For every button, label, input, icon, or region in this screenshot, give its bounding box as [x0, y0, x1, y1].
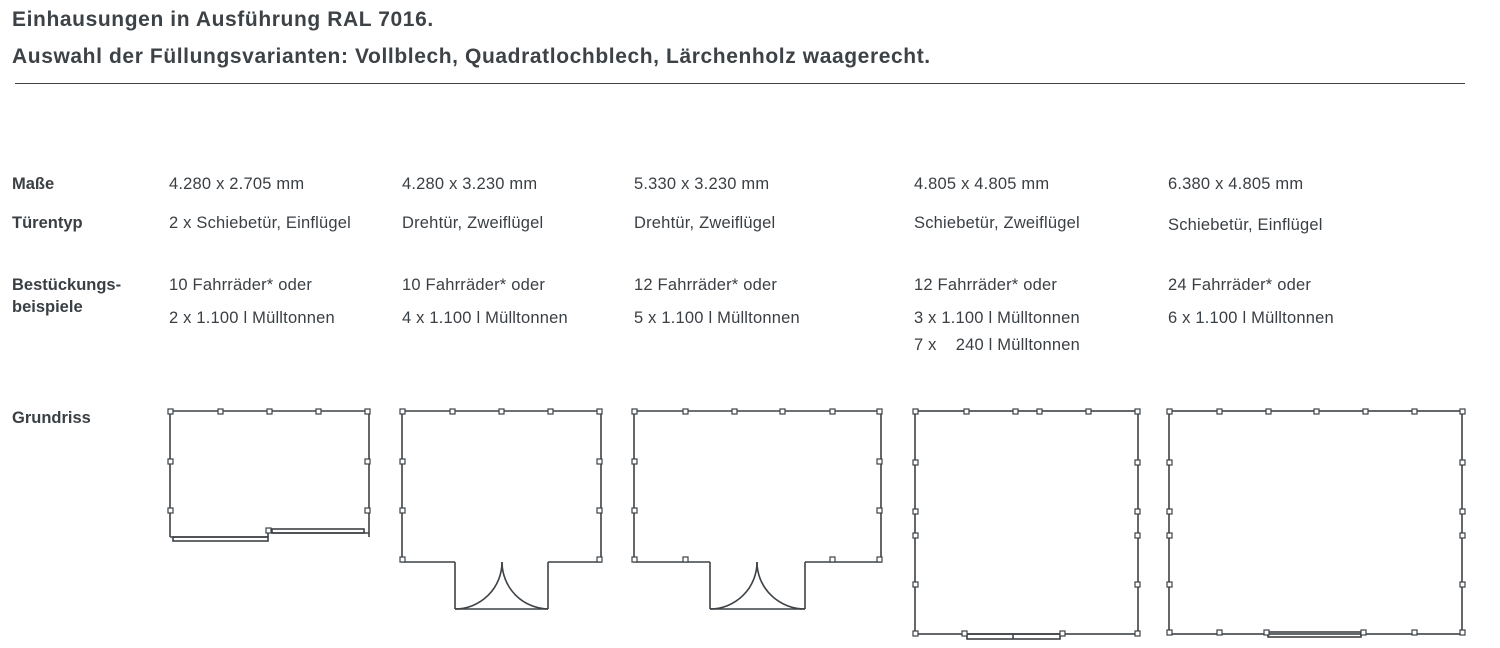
tuerentyp-value: Drehtür, Zweiflügel — [402, 214, 544, 232]
masse-value: 5.330 x 3.230 mm — [634, 175, 770, 193]
bike-capacity: 12 Fahrräder* oder — [914, 276, 1058, 294]
bike-capacity: 24 Fahrräder* oder — [1168, 276, 1312, 294]
floor-plan-3 — [632, 409, 882, 609]
bin-capacity: 6 x 1.100 l Mülltonnen — [1168, 309, 1334, 327]
floor-plan-2 — [400, 409, 602, 609]
label-bestueckung-2: beispiele — [12, 298, 83, 316]
label-bestueckung-1: Bestückungs- — [12, 276, 122, 294]
floor-plan-4 — [913, 409, 1140, 639]
bin-capacity: 4 x 1.100 l Mülltonnen — [402, 309, 568, 327]
label-tuerentyp: Türentyp — [12, 214, 83, 232]
bin-capacity: 3 x 1.100 l Mülltonnen — [914, 309, 1080, 327]
title-line-1: Einhausungen in Ausführung RAL 7016. — [12, 8, 434, 31]
label-grundriss: Grundriss — [12, 409, 91, 427]
floor-plan-1 — [168, 409, 370, 541]
masse-value: 4.280 x 2.705 mm — [169, 175, 305, 193]
tuerentyp-value: 2 x Schiebetür, Einflügel — [169, 214, 352, 232]
bin-capacity: 2 x 1.100 l Mülltonnen — [169, 309, 335, 327]
masse-value: 6.380 x 4.805 mm — [1168, 175, 1304, 193]
tuerentyp-value: Drehtür, Zweiflügel — [634, 214, 776, 232]
bin-capacity: 5 x 1.100 l Mülltonnen — [634, 309, 800, 327]
floor-plan-5 — [1167, 409, 1465, 637]
bin-capacity-small: 7 x 240 l Mülltonnen — [914, 336, 1081, 354]
masse-value: 4.280 x 3.230 mm — [402, 175, 538, 193]
tuerentyp-value: Schiebetür, Einflügel — [1168, 216, 1323, 234]
bike-capacity: 10 Fahrräder* oder — [402, 276, 546, 294]
masse-value: 4.805 x 4.805 mm — [914, 175, 1050, 193]
bike-capacity: 10 Fahrräder* oder — [169, 276, 313, 294]
bike-capacity: 12 Fahrräder* oder — [634, 276, 778, 294]
label-masse: Maße — [12, 175, 55, 193]
title-line-2: Auswahl der Füllungsvarianten: Vollblech, Quadratlochblech, Lärchenholz waagerecht. — [12, 45, 931, 68]
tuerentyp-value: Schiebetür, Zweiflügel — [914, 214, 1080, 232]
